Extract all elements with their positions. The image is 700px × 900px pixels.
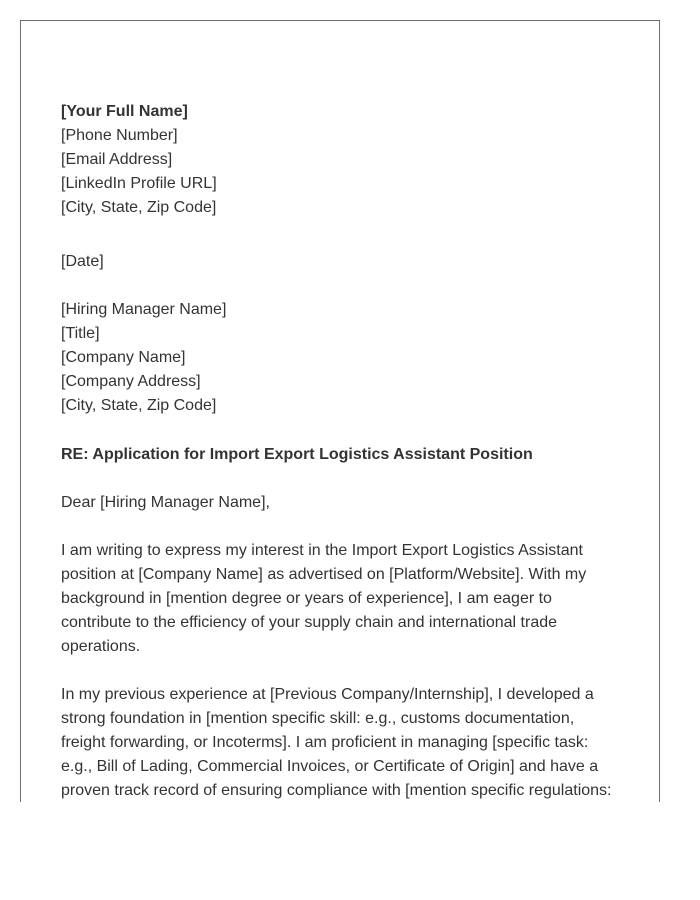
paragraph-1-line: contribute to the efficiency of your supply chain and international trade: [61, 614, 558, 631]
paragraph-1-line: I am writing to express my interest in the Import Export Logistics Assistant: [61, 542, 583, 559]
paragraph-2-line: freight forwarding, or Incoterms]. I am proficient in managing [specific task:: [61, 734, 589, 751]
sender-linkedin: [LinkedIn Profile URL]: [61, 175, 217, 192]
letter-page: [20, 20, 660, 802]
paragraph-2: [61, 683, 617, 802]
paragraph-1-line: background in [mention degree or years of experience], I am eager to: [61, 590, 552, 607]
sender-phone: [Phone Number]: [61, 127, 178, 144]
sender-email: [Email Address]: [61, 151, 173, 168]
recipient-address: [Company Address]: [61, 373, 201, 390]
recipient-city-state-zip: [City, State, Zip Code]: [61, 397, 217, 414]
paragraph-1-line: position at [Company Name] as advertised on [Platform/Website]. With my: [61, 566, 587, 583]
salutation: Dear [Hiring Manager Name],: [61, 494, 270, 511]
letter-content: [61, 100, 617, 802]
paragraph-2-line: e.g., Bill of Lading, Commercial Invoices, or Certificate of Origin] and have a: [61, 758, 599, 775]
salutation-block: [61, 491, 617, 515]
recipient-title: [Title]: [61, 325, 100, 342]
paragraph-1: [61, 539, 617, 659]
recipient-block: [61, 298, 617, 418]
recipient-name: [Hiring Manager Name]: [61, 301, 227, 318]
paragraph-2-line: proven track record of ensuring compliance with [mention specific regulations:: [61, 782, 612, 799]
sender-name: [Your Full Name]: [61, 103, 188, 120]
paragraph-1-line: operations.: [61, 638, 141, 655]
subject-line: RE: Application for Import Export Logistics Assistant Position: [61, 446, 533, 463]
date-block: [61, 250, 617, 274]
sender-block: [61, 100, 617, 220]
paragraph-2-line: strong foundation in [mention specific skill: e.g., customs documentation,: [61, 710, 575, 727]
recipient-company: [Company Name]: [61, 349, 186, 366]
subject-block: [61, 443, 617, 467]
paragraph-2-line: In my previous experience at [Previous Company/Internship], I developed a: [61, 686, 594, 703]
letter-date: [Date]: [61, 253, 104, 270]
sender-city-state-zip: [City, State, Zip Code]: [61, 199, 217, 216]
